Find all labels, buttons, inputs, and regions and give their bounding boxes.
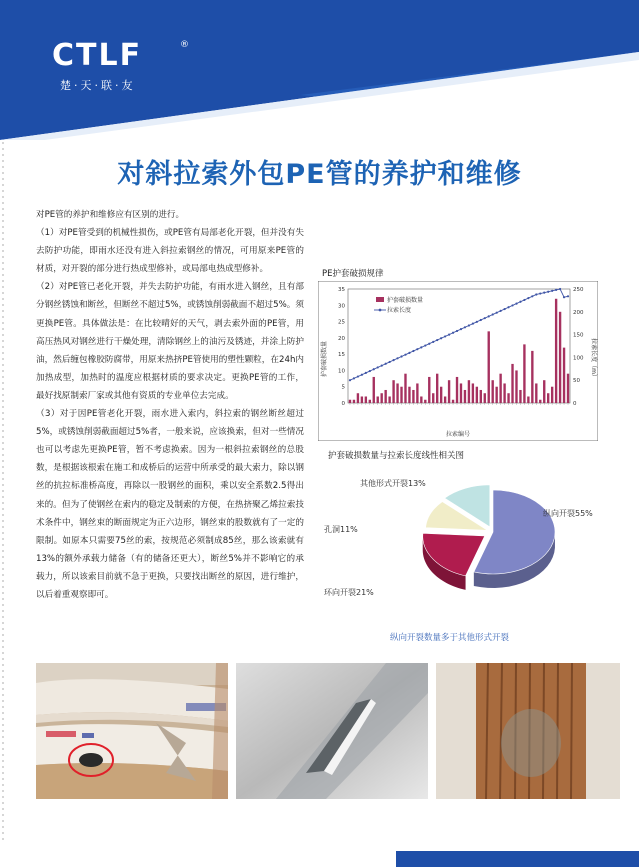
paragraph-3: （3）对于因PE管老化开裂，雨水进入索内，斜拉索的钢丝断丝超过5%，或锈蚀削弱截面超过5%者，一般来说，应该换索，但对一些情况也可以考虑先更换PE管，暂不考虑换索。因为一根斜拉索钢丝的总股数，是根据该根索在施工和成桥后的运营中所承受的最大索力，除以钢丝的抗拉标准桥高度，再除以一股钢丝的面积，乘以安全系数2.5得出来的。但为了使钢丝在索内的稳定及制索的方便，在热挤聚乙烯拉索技术条件中，钢丝束的断面规定为正六边形，钢丝束的股数就有了一定的限制。如原本只需要75丝的索，按规范必须制成85丝，那么该索就有13%的额外承载力储备（有的储备还更大），断丝5%并不影响它的承载力，所以该索目前就不急于更换，只要找出断丝的原因，进行维护，以后着重观察即可。 [36, 409, 304, 600]
length-point [539, 292, 541, 294]
paragraph-2: （2）对PE管已老化开裂，并失去防护功能，有雨水进入钢丝，且有部分钢丝锈蚀和断丝，但断丝不超过5%，或锈蚀削弱截面不超过5%。须更换PE管。具体做法是：在比较晴好的天气，剥去索外面的PE管，用高压热风对钢丝进行干燥处理，清除钢丝上的油污及锈迹，并涂上防护油，然后缠包橡胶防腐带，用原来热挤PE管使用的塑性颗粒，在24h内加热成型，加热时的温度应根据材质的要求决定。更换PE管的工作，最好找原制索厂家或其他有资质的专业单位去完成。 [36, 282, 304, 401]
damage-bar [416, 383, 418, 403]
y-right-tick-label: 150 [573, 332, 584, 339]
footer-bar [396, 851, 639, 867]
legend-line-label: 拉索长度 [387, 307, 412, 314]
y-left-tick-label: 0 [341, 401, 345, 407]
length-point [535, 293, 537, 295]
length-point [385, 363, 387, 365]
body-text [36, 206, 304, 604]
damage-bar [420, 396, 422, 403]
damage-bar [369, 400, 371, 403]
length-point [456, 330, 458, 332]
damage-bar [412, 390, 414, 403]
damage-bar [400, 387, 402, 403]
length-point [432, 341, 434, 343]
side-dot-pattern [0, 140, 6, 840]
damage-bar [499, 374, 501, 403]
length-point [480, 319, 482, 321]
length-point [448, 334, 450, 336]
pie-slice-label: 环向开裂21% [324, 588, 374, 597]
damage-bar [535, 383, 537, 403]
damage-bar [464, 390, 466, 403]
y-right-tick-label: 250 [573, 287, 584, 293]
x-axis-label: 拉索编号 [445, 431, 471, 438]
y-left-tick-label: 25 [338, 319, 345, 326]
damage-length-chart [318, 281, 598, 441]
length-point [519, 301, 521, 303]
y-left-tick-label: 10 [338, 368, 345, 375]
length-point [492, 313, 494, 315]
damage-bar [436, 374, 438, 403]
y-left-tick-label: 20 [338, 335, 345, 342]
damage-bar [495, 387, 497, 403]
damage-bar [503, 383, 505, 403]
y-right-tick-label: 100 [573, 355, 584, 362]
length-point [373, 368, 375, 370]
damage-bar [373, 377, 375, 403]
length-point [555, 289, 557, 291]
length-point [511, 304, 513, 306]
legend-swatch-bar [376, 297, 384, 302]
damage-bar [388, 396, 390, 403]
damage-bar [353, 400, 355, 403]
damage-bar [432, 393, 434, 403]
damage-bar [365, 396, 367, 403]
chart-caption: 护套破损数量与拉索长度线性相关图 [328, 451, 465, 461]
damage-bar [456, 377, 458, 403]
damage-bar [551, 387, 553, 403]
y-left-tick-label: 30 [338, 303, 345, 310]
length-point [543, 292, 545, 294]
registered-mark: ® [180, 40, 189, 50]
damage-bar [468, 380, 470, 403]
length-point [523, 299, 525, 301]
length-point [428, 343, 430, 345]
y-left-tick-label: 15 [338, 352, 345, 359]
y-right-tick-label: 0 [573, 401, 577, 407]
length-point [464, 326, 466, 328]
length-point [500, 310, 502, 312]
length-point [452, 332, 454, 334]
damage-bar [559, 312, 561, 403]
damage-bar [448, 380, 450, 403]
damage-bar [519, 390, 521, 403]
damage-bar [511, 364, 513, 403]
length-point [503, 308, 505, 310]
length-point [424, 344, 426, 346]
length-point [488, 315, 490, 317]
y-left-tick-label: 5 [341, 384, 345, 391]
length-point [460, 328, 462, 330]
damage-bar [452, 400, 454, 403]
damage-bar [563, 348, 565, 403]
pie-slice-label: 其他形式开裂13% [360, 479, 426, 488]
damage-bar [492, 380, 494, 403]
photo-wrapped-cable-damage [36, 663, 228, 799]
y-right-tick-label: 200 [573, 309, 584, 316]
damage-bar [349, 400, 351, 403]
damage-bar [392, 380, 394, 403]
length-point [440, 337, 442, 339]
length-point [531, 295, 533, 297]
length-point [496, 312, 498, 314]
header-banner [0, 0, 639, 140]
length-point [551, 290, 553, 292]
damage-bar [428, 377, 430, 403]
damage-bar [543, 380, 545, 403]
damage-bar [384, 390, 386, 403]
pie-caption: 纵向开裂数量多于其他形式开裂 [390, 633, 510, 643]
brand-logo [52, 38, 189, 93]
length-point [515, 302, 517, 304]
damage-bar [424, 400, 426, 403]
length-point [436, 339, 438, 341]
legend-bar-label: 护套破损数量 [387, 297, 424, 304]
length-point [476, 321, 478, 323]
y-axis-right-label: 拉索长度（m） [590, 338, 597, 380]
length-point [349, 379, 351, 381]
length-point [527, 297, 529, 299]
logo-tagline: 楚·天·联·友 [60, 79, 136, 92]
length-point [377, 366, 379, 368]
damage-bar [539, 400, 541, 403]
length-point [468, 324, 470, 326]
length-point [404, 354, 406, 356]
y-left-tick-label: 35 [338, 287, 345, 293]
damage-bar [408, 387, 410, 403]
length-point [392, 359, 394, 361]
length-point [396, 357, 398, 359]
damage-bar [567, 374, 569, 403]
length-point [472, 323, 474, 325]
damage-bar [484, 393, 486, 403]
damage-bar [527, 396, 529, 403]
damage-bar [404, 374, 406, 403]
length-point [353, 377, 355, 379]
damage-bar [507, 393, 509, 403]
paragraph-1: （1）对PE管受到的机械性损伤，或PE管有局部老化开裂，但并没有失去防护功能，即雨水还没有进入斜拉索钢丝的情况，可用原来PE管的材质，对开裂的部分进行热成型修补，或局部电热成型修补。 [36, 228, 304, 275]
damage-bar [440, 387, 442, 403]
logo-text: CTLF [52, 38, 143, 73]
damage-bar [361, 396, 363, 403]
crack-type-pie-chart [318, 470, 618, 640]
damage-bar [396, 383, 398, 403]
length-point [507, 306, 509, 308]
pie-slice-label: 孔洞11% [324, 525, 358, 534]
damage-bar [523, 344, 525, 403]
damage-bar [476, 387, 478, 403]
length-point [444, 335, 446, 337]
damage-bar [488, 331, 490, 403]
length-point [567, 295, 569, 297]
length-point [563, 296, 565, 298]
damage-bar [472, 383, 474, 403]
length-point [381, 365, 383, 367]
y-right-tick-label: 50 [573, 378, 580, 385]
paragraph-intro: 对PE管的养护和维修应有区别的进行。 [36, 210, 185, 220]
damage-bar [377, 396, 379, 403]
damage-bar [555, 299, 557, 403]
length-point [416, 348, 418, 350]
length-point [365, 372, 367, 374]
damage-bar [531, 351, 533, 403]
length-point [484, 317, 486, 319]
page-title: 对斜拉索外包PE管的养护和维修 [117, 159, 522, 190]
length-point [559, 288, 561, 290]
length-point [369, 370, 371, 372]
length-point [357, 375, 359, 377]
chart-title: PE护套破损规律 [322, 269, 384, 279]
y-axis-left-label: 护套破损数量 [321, 340, 328, 378]
damage-bar [444, 396, 446, 403]
length-point [361, 374, 363, 376]
length-point [547, 291, 549, 293]
length-point [408, 352, 410, 354]
length-point [420, 346, 422, 348]
length-point [389, 361, 391, 363]
length-point [412, 350, 414, 352]
damage-bar [515, 370, 517, 403]
damage-bar [357, 393, 359, 403]
photo-corroded-wires [436, 663, 620, 799]
damage-bar [460, 383, 462, 403]
pie-slice-label: 纵向开裂55% [543, 509, 593, 518]
length-point [400, 355, 402, 357]
damage-bar [480, 390, 482, 403]
damage-bar [381, 393, 383, 403]
photo-pe-sheath-crack [236, 663, 428, 799]
damage-bar [547, 393, 549, 403]
